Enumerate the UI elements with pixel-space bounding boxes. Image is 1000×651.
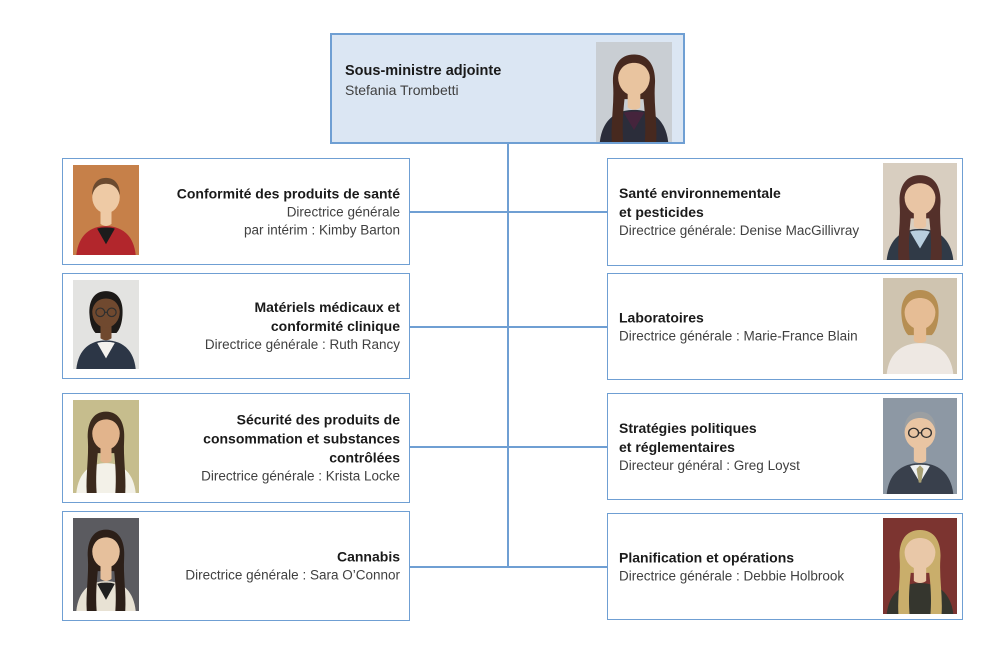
node-title-line: Matériels médicaux et (254, 299, 400, 315)
node-detail-line: Directeur général : Greg Loyst (619, 457, 800, 473)
node-detail-line: Directrice générale : Sara O’Connor (185, 567, 400, 583)
portrait-photo (73, 165, 139, 255)
org-node-left-4 (62, 511, 410, 621)
root-title: Sous-ministre adjointe (345, 63, 502, 79)
node-detail-line: par intérim : Kimby Barton (243, 222, 400, 237)
org-node-left-3 (62, 393, 410, 503)
node-text-block (619, 308, 872, 345)
node-title-line: Stratégies politiques (619, 419, 757, 436)
node-text-block (619, 184, 872, 240)
org-node-right-1 (607, 158, 963, 266)
node-text-block (149, 548, 400, 585)
portrait-photo (883, 163, 957, 260)
node-title-line: Sécurité des produits de (236, 411, 400, 428)
connector-trunk (507, 144, 509, 567)
org-node-right-3 (607, 393, 963, 500)
connector-row-1 (410, 211, 607, 213)
node-text-block (149, 411, 400, 486)
node-title-line: contrôlées (329, 449, 400, 466)
node-text-block (149, 184, 400, 239)
connector-row-2 (410, 326, 607, 328)
connector-row-4 (410, 566, 607, 568)
node-title-line: Santé environnementale (619, 185, 781, 201)
node-title-line: consommation et substances (203, 430, 400, 447)
node-detail-line: Directrice générale : Debbie Holbrook (619, 568, 845, 583)
portrait-photo (883, 398, 957, 494)
node-detail-line: Directrice générale (286, 204, 400, 219)
node-detail-line: Directrice générale : Krista Locke (201, 468, 400, 484)
node-text-block (619, 419, 872, 475)
root-person-name: Stefania Trombetti (345, 82, 459, 98)
node-text-block (149, 298, 400, 354)
node-title-line: Laboratoires (619, 309, 704, 325)
root-text-block (345, 61, 501, 100)
org-node-right-4 (607, 513, 963, 620)
portrait-photo (883, 518, 957, 614)
node-detail-line: Directrice générale : Ruth Rancy (204, 337, 400, 352)
portrait-photo (73, 400, 139, 493)
org-node-left-2 (62, 273, 410, 379)
portrait-photo (73, 280, 139, 369)
portrait-photo (73, 518, 139, 611)
node-detail-line: Directrice générale: Denise MacGillivray (619, 223, 860, 238)
root-portrait-photo (596, 42, 672, 142)
node-title-line: conformité clinique (270, 318, 400, 334)
node-title-line: Planification et opérations (619, 549, 795, 565)
org-node-left-1 (62, 158, 410, 265)
portrait-photo (883, 278, 957, 374)
node-title-line: Cannabis (336, 548, 400, 565)
connector-row-3 (410, 446, 607, 448)
node-detail-line: Directrice générale : Marie-France Blain (619, 328, 858, 343)
org-node-root (330, 33, 685, 144)
node-text-block (619, 548, 872, 585)
node-title-line: et pesticides (619, 204, 704, 220)
node-title-line: et réglementaires (619, 438, 735, 455)
node-title-line: Conformité des produits de santé (176, 185, 400, 201)
org-node-right-2 (607, 273, 963, 380)
